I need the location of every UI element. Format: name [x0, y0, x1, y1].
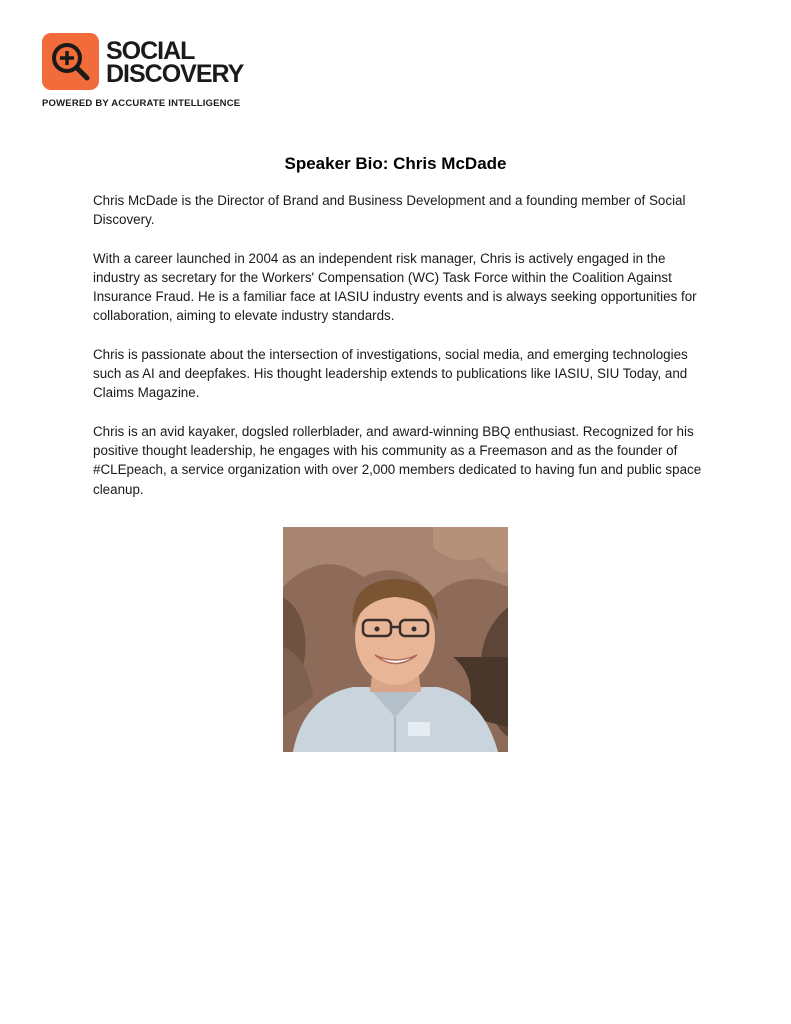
- page-title: Speaker Bio: Chris McDade: [284, 154, 507, 173]
- speaker-photo: [283, 527, 508, 752]
- bio-paragraph: With a career launched in 2004 as an independent risk manager, Chris is actively engaged in the industry as secretary for the Workers' Compensation (WC) Task Force within the Coalition Against Insurance Fraud. He is a familiar face at IASIU industry events and is always seeking opportunities for collaboration, aiming to elevate industry standards.: [93, 250, 697, 324]
- social-discovery-logo: [42, 33, 272, 91]
- bio-paragraph: Chris is passionate about the intersection of investigations, social media, and emerging technologies such as AI and deepfakes. His thought leadership extends to publications like IASIU, SIU Today, and Claims Magazine.: [93, 347, 688, 401]
- logo-wordmark-line1: SOCIAL: [106, 37, 195, 65]
- magnifier-plus-icon: [42, 33, 99, 90]
- logo-tagline: POWERED BY ACCURATE INTELLIGENCE: [42, 98, 241, 109]
- speaker-bio: [93, 191, 705, 518]
- bio-paragraph: Chris McDade is the Director of Brand and Business Development and a founding member of Social Discovery.: [93, 193, 686, 228]
- logo-wordmark-line2: DISCOVERY: [106, 60, 244, 88]
- bio-paragraph: Chris is an avid kayaker, dogsled rollerblader, and award-winning BBQ enthusiast. Recognized for his positive thought leadership, he engages with his community as a Freemason and as the founder of #CLEpeach, a service organization with over 2,000 members dedicated to having fun and public space cleanup.: [93, 424, 702, 497]
